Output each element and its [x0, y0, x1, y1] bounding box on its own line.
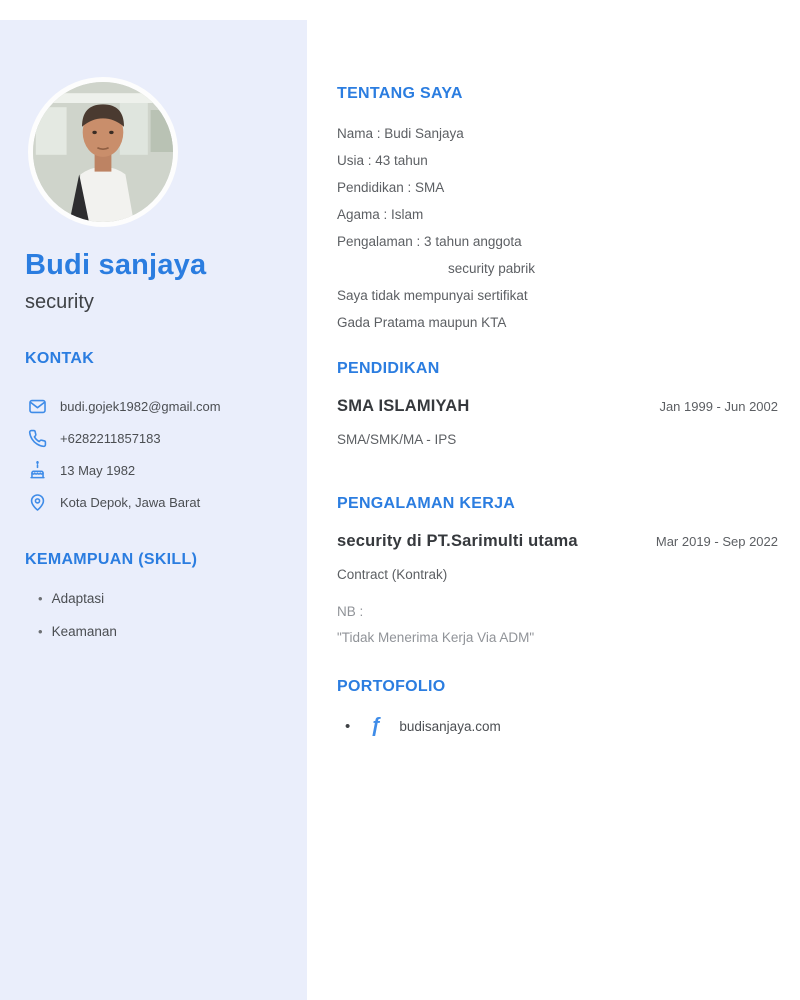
- about-line: Agama : Islam: [337, 207, 424, 222]
- phone-icon: [28, 429, 47, 448]
- about-line: Pendidikan : SMA: [337, 180, 445, 195]
- portfolio-heading: PORTOFOLIO: [337, 678, 446, 695]
- experience-contract-type: Contract (Kontrak): [337, 567, 448, 582]
- education-entry: [337, 397, 778, 447]
- contact-list: [25, 390, 287, 518]
- bullet-icon: •: [38, 624, 43, 639]
- education-date-range: Jan 1999 - Jun 2002: [659, 399, 778, 414]
- education-degree: SMA/SMK/MA - IPS: [337, 432, 457, 447]
- location-icon: [28, 493, 47, 512]
- skills-list: [25, 591, 287, 639]
- facebook-icon: ƒ: [370, 715, 382, 737]
- skill-item: [25, 591, 287, 606]
- about-line: Nama : Budi Sanjaya: [337, 126, 464, 141]
- contact-row-phone: [25, 422, 287, 454]
- about-line: Saya tidak mempunyai sertifikat: [337, 288, 528, 303]
- contact-phone: +6282211857183: [60, 430, 161, 446]
- contact-location: Kota Depok, Jawa Barat: [60, 494, 201, 510]
- about-line: Pengalaman : 3 tahun anggota: [337, 234, 522, 249]
- about-text: [337, 120, 778, 336]
- portfolio-list: [337, 716, 778, 736]
- contact-row-location: [25, 486, 287, 518]
- birthday-icon: [28, 461, 47, 480]
- about-line: security pabrik: [448, 261, 536, 276]
- education-heading: PENDIDIKAN: [337, 360, 440, 377]
- contact-row-birthday: [25, 454, 287, 486]
- contact-email: budi.gojek1982@gmail.com: [60, 398, 221, 414]
- experience-note-label: NB :: [337, 604, 364, 619]
- education-school: SMA ISLAMIYAH: [337, 397, 470, 415]
- experience-heading: PENGALAMAN KERJA: [337, 495, 516, 512]
- main-column: [337, 0, 778, 736]
- portfolio-item: [337, 716, 778, 736]
- about-heading: TENTANG SAYA: [337, 85, 463, 102]
- contact-row-email: [25, 390, 287, 422]
- sidebar: [0, 20, 307, 1000]
- person-job-title: security: [25, 291, 94, 313]
- about-line: Usia : 43 tahun: [337, 153, 428, 168]
- skill-item: [25, 624, 287, 639]
- experience-job-title: security di PT.Sarimulti utama: [337, 532, 578, 550]
- contact-heading: KONTAK: [25, 350, 95, 367]
- experience-note-text: "Tidak Menerima Kerja Via ADM": [337, 630, 535, 645]
- bullet-icon: •: [345, 717, 351, 735]
- bullet-icon: •: [38, 591, 43, 606]
- profile-photo: [28, 77, 178, 227]
- portfolio-url: budisanjaya.com: [399, 718, 501, 734]
- skills-heading: KEMAMPUAN (SKILL): [25, 551, 198, 568]
- about-line: Gada Pratama maupun KTA: [337, 315, 507, 330]
- experience-entry: [337, 532, 778, 645]
- skill-label: Keamanan: [51, 624, 117, 639]
- skill-label: Adaptasi: [51, 591, 105, 606]
- contact-birthdate: 13 May 1982: [60, 462, 136, 478]
- email-icon: [28, 397, 47, 416]
- profile-photo-illustration: [33, 82, 173, 222]
- person-name: Budi sanjaya: [25, 249, 207, 281]
- experience-date-range: Mar 2019 - Sep 2022: [655, 534, 778, 549]
